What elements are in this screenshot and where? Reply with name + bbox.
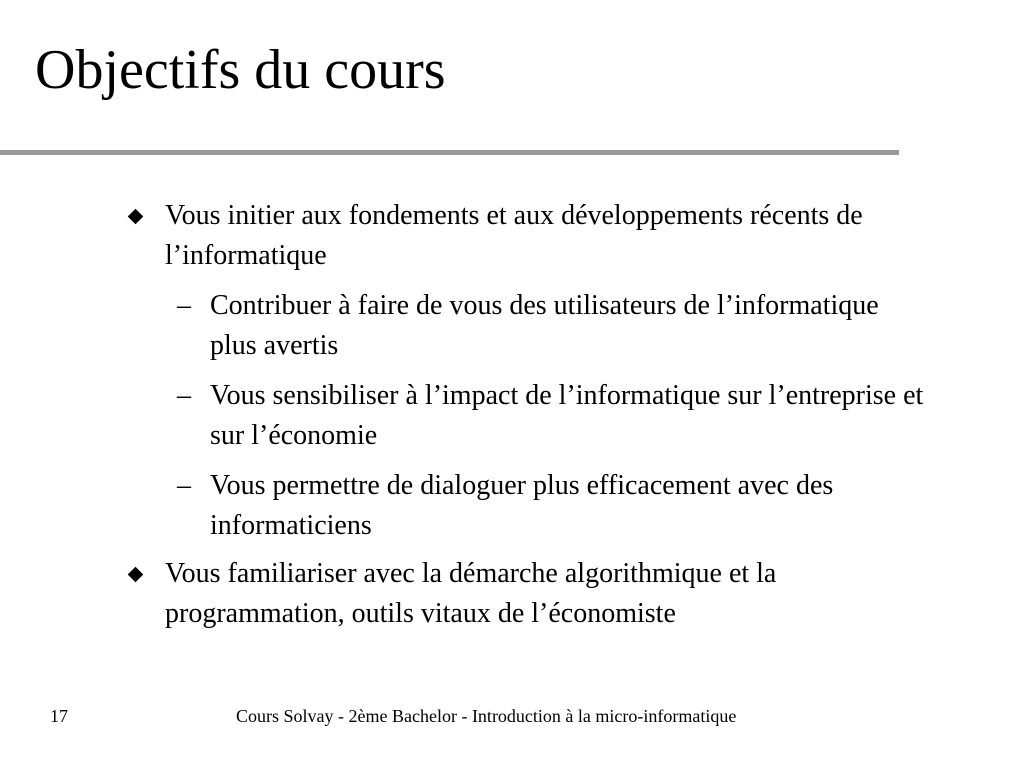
footer-text: Cours Solvay - 2ème Bachelor - Introduction à la micro-informatique xyxy=(236,706,737,726)
sub-bullet-text-2: Vous sensibiliser à l’impact de l’informatique sur l’entreprise et sur l’économie xyxy=(210,380,924,451)
sub-bullet-item-3 xyxy=(177,466,930,546)
dash-marker: – xyxy=(177,470,191,501)
bullet-text-1: Vous initier aux fondements et aux développements récents de l’informatique xyxy=(165,200,863,271)
bullet-text-2: Vous familiariser avec la démarche algorithmique et la programmation, outils vitaux de l’économiste xyxy=(165,558,777,629)
bullet-item-1 xyxy=(0,196,925,546)
bullet-item-2 xyxy=(0,554,925,634)
page-number: 17 xyxy=(50,706,68,726)
sub-bullet-text-1: Contribuer à faire de vous des utilisateurs de l’informatique plus avertis xyxy=(210,290,879,361)
sub-bullet-list xyxy=(165,286,925,546)
dash-marker: – xyxy=(177,290,191,321)
slide-content xyxy=(0,196,1024,634)
bullet-list xyxy=(0,196,1024,634)
sub-bullet-item-2 xyxy=(177,376,930,456)
dash-marker: – xyxy=(177,380,191,411)
diamond-bullet-icon xyxy=(128,567,144,583)
sub-bullet-item-1 xyxy=(177,286,930,366)
diamond-bullet-icon xyxy=(128,209,144,225)
sub-bullet-text-3: Vous permettre de dialoguer plus efficacement avec des informaticiens xyxy=(210,470,834,541)
slide-title: Objectifs du cours xyxy=(35,39,446,101)
title-divider xyxy=(0,150,899,155)
